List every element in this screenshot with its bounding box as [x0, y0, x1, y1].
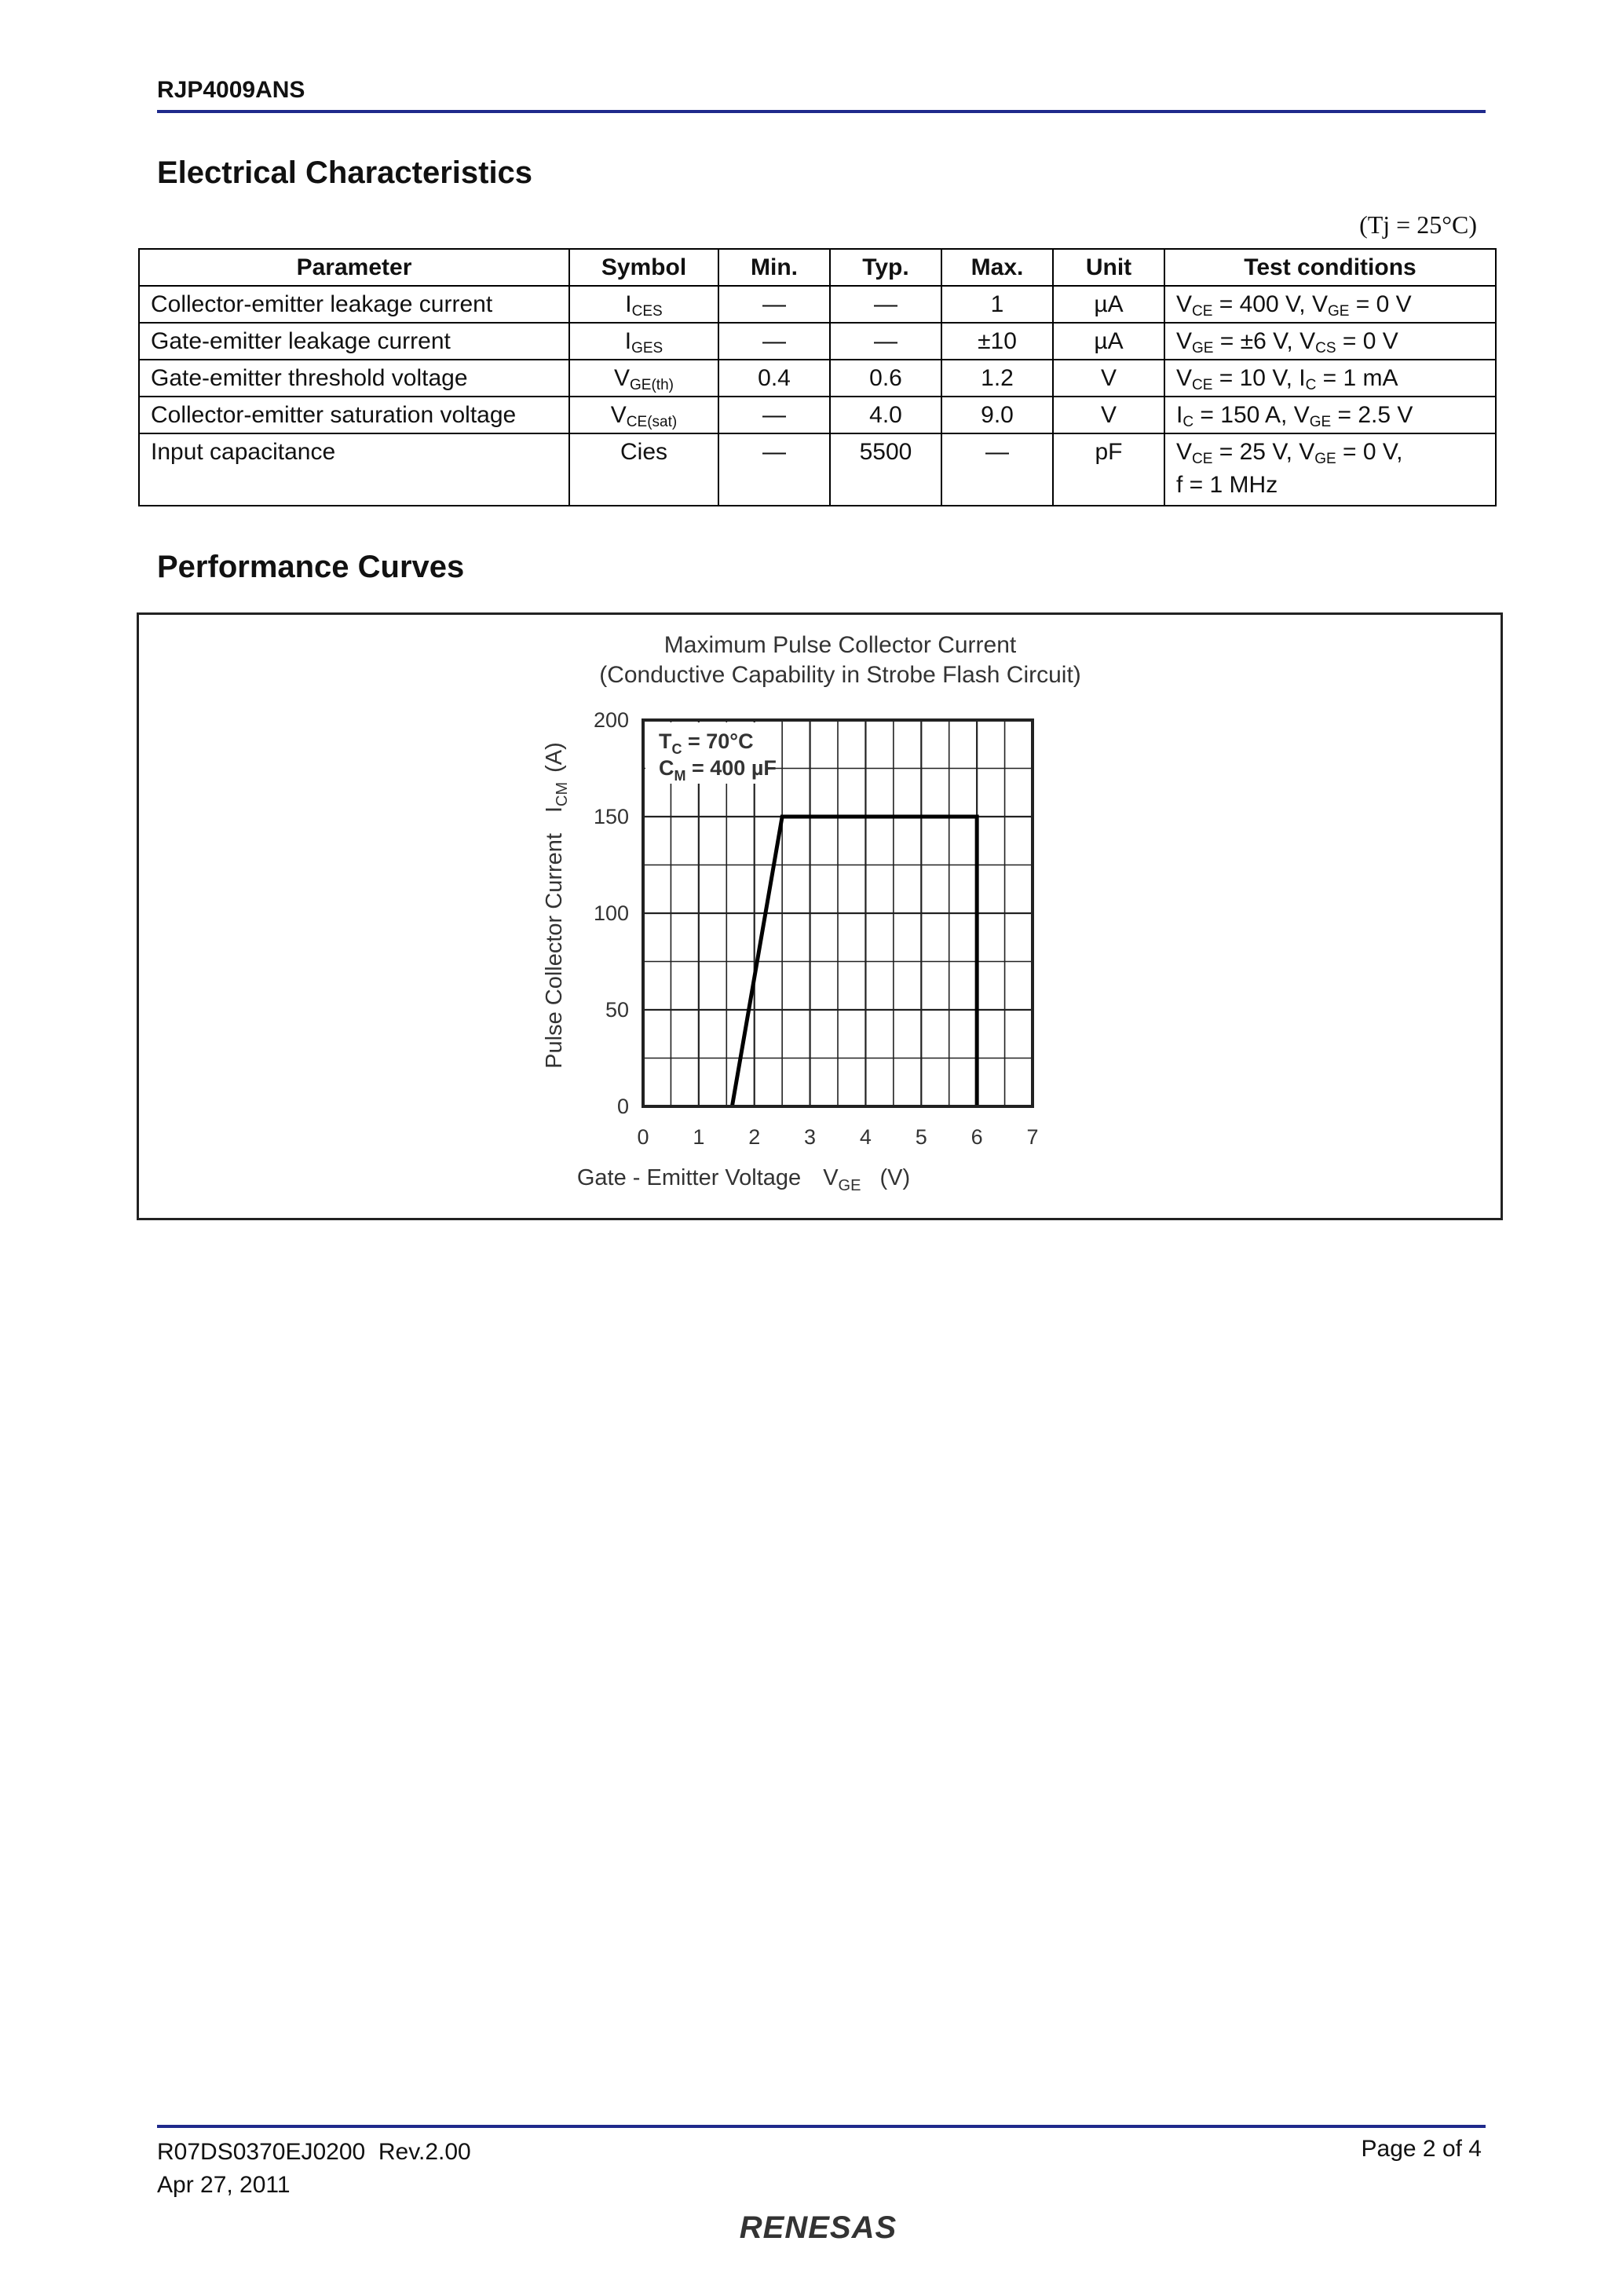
table-row [139, 286, 1496, 323]
doc-number: R07DS0370EJ0200 [157, 2139, 366, 2165]
performance-heading: Performance Curves [157, 550, 465, 584]
cell-typ: — [830, 286, 941, 323]
cell-min: 0.4 [718, 360, 830, 397]
chart-title: Maximum Pulse Collector Current [663, 632, 1017, 658]
cell-unit: µA [1053, 323, 1164, 360]
cell-parameter: Gate-emitter threshold voltage [139, 360, 569, 397]
cell-symbol: Cies [569, 433, 718, 506]
cell-unit: V [1053, 360, 1164, 397]
cell-conditions: $V_{CE} = 10$ V, $I_C = 1$ mA [1164, 360, 1496, 397]
cell-unit: µA [1053, 286, 1164, 323]
x-tick-label: 1 [693, 1125, 705, 1149]
chart-subtitle: (Conductive Capability in Strobe Flash Circuit) [599, 662, 1081, 688]
x-tick-label: 6 [971, 1125, 983, 1149]
y-tick-label: 0 [616, 1095, 629, 1118]
doc-date: Apr 27, 2011 [157, 2172, 291, 2198]
y-tick-label: 50 [605, 998, 629, 1022]
col-typ: Typ. [830, 249, 941, 286]
table-row [139, 397, 1496, 433]
revision: Rev.2.00 [378, 2139, 471, 2165]
col-parameter: Parameter [139, 249, 569, 286]
condition-note: (Tj = 25°C) [1359, 210, 1477, 239]
x-tick-label: 3 [804, 1125, 817, 1149]
col-symbol: Symbol [569, 249, 718, 286]
cell-max: 1.2 [941, 360, 1053, 397]
page-number: Page 2 of 4 [1361, 2136, 1482, 2162]
cell-typ: — [830, 323, 941, 360]
cell-symbol: $V_{CE(sat)}$ [569, 397, 718, 433]
table-row [139, 323, 1496, 360]
cell-symbol: $I_{GES}$ [569, 323, 718, 360]
y-tick-label: 200 [593, 708, 629, 732]
cell-parameter: Collector-emitter leakage current [139, 286, 569, 323]
y-tick-label: 150 [593, 805, 629, 828]
header-rule [157, 110, 1486, 113]
x-tick-label: 0 [637, 1125, 649, 1149]
cell-max: ±10 [941, 323, 1053, 360]
cell-min: — [718, 286, 830, 323]
cell-max: 1 [941, 286, 1053, 323]
x-tick-label: 4 [859, 1125, 872, 1149]
table-row [139, 360, 1496, 397]
cell-typ: 0.6 [830, 360, 941, 397]
cell-parameter: Gate-emitter leakage current [139, 323, 569, 360]
cell-parameter: Input capacitance [139, 433, 569, 506]
annotation-tc: $T_C = 70^\circ C$ [659, 729, 754, 757]
cell-min: — [718, 397, 830, 433]
footer-rule [157, 2125, 1486, 2128]
cell-min: — [718, 323, 830, 360]
chart-frame [137, 612, 1503, 1220]
cell-typ: 5500 [830, 433, 941, 506]
x-axis-label: Gate - Emitter Voltage $V_{GE}$ (V) [576, 1165, 911, 1194]
cell-conditions: $I_C = 150$ A, $V_{GE} = 2.5$ V [1164, 397, 1496, 433]
x-tick-label: 2 [748, 1125, 761, 1149]
svg-text:RENESAS: RENESAS [739, 2210, 897, 2245]
electrical-heading: Electrical Characteristics [157, 155, 533, 190]
col-test-conditions: Test conditions [1164, 249, 1496, 286]
cell-unit: pF [1053, 433, 1164, 506]
cell-conditions: $V_{GE} = \pm 6$ V, $V_{CS} = 0$ V [1164, 323, 1496, 360]
col-unit: Unit [1053, 249, 1164, 286]
cell-unit: V [1053, 397, 1164, 433]
cell-symbol: $V_{GE(th)}$ [569, 360, 718, 397]
electrical-table [138, 248, 1497, 506]
cell-max: — [941, 433, 1053, 506]
cell-min: — [718, 433, 830, 506]
cell-symbol: $I_{CES}$ [569, 286, 718, 323]
y-tick-label: 100 [593, 901, 629, 925]
footer-doc-info [157, 2136, 471, 2202]
annotation-cm: $C_M = 400$ µF [659, 756, 777, 784]
pulse-current-chart [139, 615, 1501, 1218]
col-min: Min. [718, 249, 830, 286]
cell-conditions: $V_{CE} = 25$ V, $V_{GE} = 0$ V, f = 1 MHz [1164, 433, 1496, 506]
cell-conditions: $V_{CE} = 400$ V, $V_{GE} = 0$ V [1164, 286, 1496, 323]
renesas-logo [721, 2205, 916, 2249]
cell-typ: 4.0 [830, 397, 941, 433]
cell-parameter: Collector-emitter saturation voltage [139, 397, 569, 433]
table-row [139, 433, 1496, 506]
table-header-row [139, 249, 1496, 286]
col-max: Max. [941, 249, 1053, 286]
cell-max: 9.0 [941, 397, 1053, 433]
x-tick-label: 7 [1026, 1125, 1039, 1149]
x-tick-label: 5 [915, 1125, 927, 1149]
part-number: RJP4009ANS [157, 77, 305, 103]
y-axis-label: Pulse Collector CurrentI$_{CM}$(A) [542, 742, 571, 1069]
